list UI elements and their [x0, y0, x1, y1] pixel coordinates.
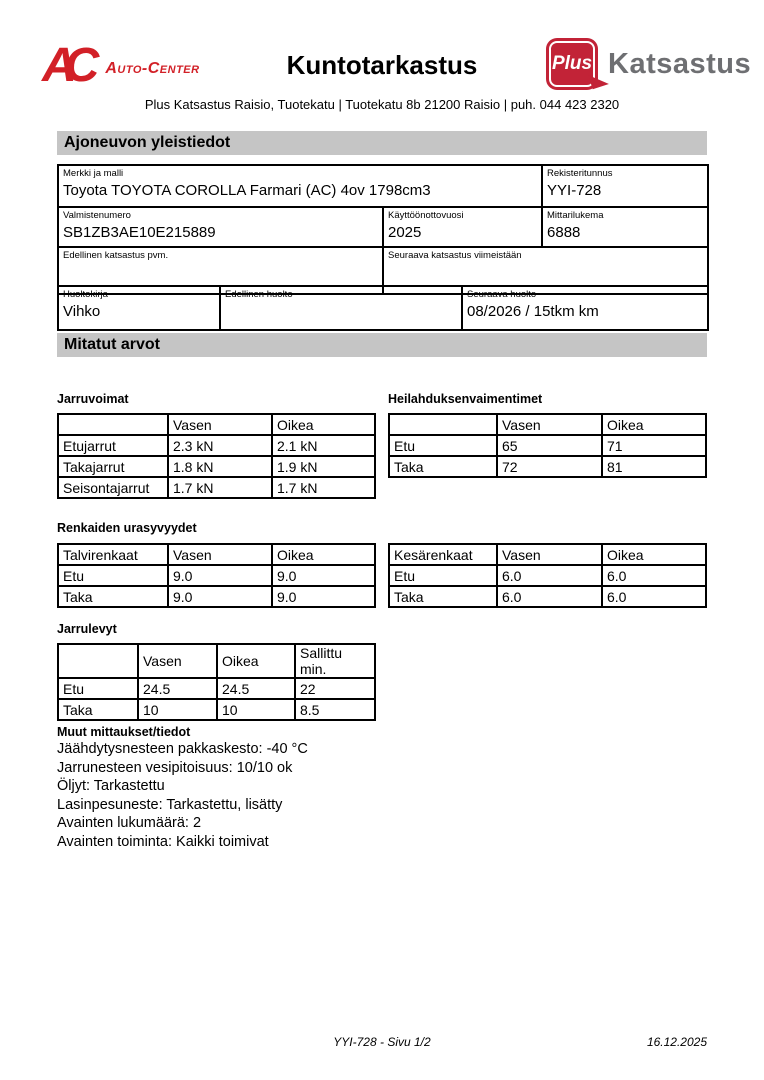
- table-row: [58, 544, 375, 565]
- table-cell: 6.0: [497, 565, 602, 586]
- brake-discs: [57, 643, 376, 721]
- table-cell: 6.0: [497, 586, 602, 607]
- auto-center-logo-label: Auto-Center: [105, 59, 200, 77]
- field-label: Edellinen huolto: [225, 289, 293, 300]
- table-cell: Etu: [389, 435, 497, 456]
- table-row: [58, 565, 375, 586]
- table-cell: 2.1 kN: [272, 435, 375, 456]
- table-header-cell: Talvirenkaat: [58, 544, 168, 565]
- table-cell: 10: [217, 699, 295, 720]
- table-header-cell: Oikea: [602, 544, 706, 565]
- tire-tread-depths-title: Renkaiden urasyvyydet: [57, 521, 197, 535]
- table-row: [389, 456, 706, 477]
- field-label: Valmistenumero: [63, 210, 131, 221]
- table-cell: Taka: [58, 699, 138, 720]
- field-value: Vihko: [63, 303, 101, 320]
- field-label: Käyttöönottovuosi: [388, 210, 464, 221]
- vehicle-info-table: [57, 164, 709, 295]
- table-cell: 1.9 kN: [272, 456, 375, 477]
- field-label: Rekisteritunnus: [547, 168, 613, 179]
- table-cell: 2.3 kN: [168, 435, 272, 456]
- table-cell: Etu: [58, 565, 168, 586]
- brake-discs-title: Jarrulevyt: [57, 622, 117, 636]
- field-huoltokirja: [58, 286, 220, 330]
- table-cell: 81: [602, 456, 706, 477]
- table-cell: 6.0: [602, 565, 706, 586]
- table-cell: 8.5: [295, 699, 375, 720]
- table-cell: Seisontajarrut: [58, 477, 168, 498]
- table-row: [58, 678, 375, 699]
- field-label: Edellinen katsastus pvm.: [63, 250, 169, 261]
- table-row: [58, 286, 708, 330]
- table-cell: Taka: [389, 586, 497, 607]
- auto-center-logo-icon: AC: [42, 39, 88, 92]
- brake-discs-table: [57, 643, 376, 721]
- table-row: [58, 207, 708, 247]
- brake-forces-title: Jarruvoimat: [57, 392, 129, 406]
- table-cell: 1.8 kN: [168, 456, 272, 477]
- plus-bubble-label: Plus: [549, 41, 595, 87]
- field-merkki-ja-malli: [58, 165, 542, 207]
- table-cell: 10: [138, 699, 217, 720]
- table-row: [389, 544, 706, 565]
- table-row: [58, 644, 375, 678]
- field-value: SB1ZB3AE10E215889: [63, 224, 216, 241]
- table-header-cell: Sallittu min.: [295, 644, 375, 678]
- table-cell: Etu: [58, 678, 138, 699]
- table-cell: 9.0: [272, 586, 375, 607]
- table-row: [58, 456, 375, 477]
- field-value: 2025: [388, 224, 422, 241]
- table-header-cell: Vasen: [138, 644, 217, 678]
- field-label: Mittarilukema: [547, 210, 604, 221]
- field-label: Seuraava huolto: [467, 289, 537, 300]
- report-header: [0, 0, 764, 100]
- katsastus-logo-label: Katsastus: [608, 47, 752, 80]
- table-row: [58, 414, 375, 435]
- measurement-line: Jäähdytysnesteen pakkaskesto: -40 °C: [57, 741, 308, 757]
- table-cell: 71: [602, 435, 706, 456]
- brake-forces-table: [57, 413, 376, 499]
- table-cell: Etu: [389, 565, 497, 586]
- table-cell: 1.7 kN: [272, 477, 375, 498]
- field-value: Toyota TOYOTA COROLLA Farmari (AC) 4ov 1798cm3: [63, 182, 431, 199]
- table-cell: 22: [295, 678, 375, 699]
- table-row: [389, 414, 706, 435]
- section-header-vehicle-info: Ajoneuvon yleistiedot: [57, 131, 707, 155]
- summer-tires: [388, 543, 707, 608]
- field-value: 6888: [547, 224, 581, 241]
- plus-bubble-icon: [546, 38, 598, 90]
- station-address: Plus Katsastus Raisio, Tuotekatu | Tuotekatu 8b 21200 Raisio | puh. 044 423 2320: [144, 97, 620, 112]
- measurement-line: Avainten lukumäärä: 2: [57, 815, 202, 832]
- table-cell: 9.0: [168, 586, 272, 607]
- winter-tires-table: [57, 543, 376, 608]
- table-header-cell: Oikea: [602, 414, 706, 435]
- table-cell: 9.0: [272, 565, 375, 586]
- table-cell: 1.7 kN: [168, 477, 272, 498]
- table-cell: Etujarrut: [58, 435, 168, 456]
- field-value: 08/2026 / 15tkm km: [467, 303, 599, 320]
- table-cell: Taka: [58, 586, 168, 607]
- service-info-table: [57, 285, 709, 331]
- shock-absorbers-title: Heilahduksenvaimentimet: [388, 392, 543, 406]
- table-cell: 24.5: [138, 678, 217, 699]
- table-row: [58, 586, 375, 607]
- field-rekisteritunnus: [542, 165, 708, 207]
- table-row: [58, 699, 375, 720]
- table-row: [58, 477, 375, 498]
- field-label: Huoltokirja: [63, 289, 108, 300]
- table-header-cell: Oikea: [272, 544, 375, 565]
- table-cell: 24.5: [217, 678, 295, 699]
- other-measurements-title: Muut mittaukset/tiedot: [57, 725, 191, 739]
- field-valmistenumero: [58, 207, 383, 247]
- table-cell: 65: [497, 435, 602, 456]
- winter-tires: [57, 543, 376, 608]
- plus-katsastus-logo: [546, 38, 751, 90]
- field-edellinen-huolto: [220, 286, 462, 330]
- field-label: Merkki ja malli: [63, 168, 124, 179]
- field-value: YYI-728: [547, 182, 602, 199]
- field-label: Seuraava katsastus viimeistään: [388, 250, 522, 261]
- table-header-cell: Kesärenkaat: [389, 544, 497, 565]
- table-header-cell: Vasen: [168, 414, 272, 435]
- table-header-cell: Vasen: [497, 414, 602, 435]
- table-header-cell: Vasen: [168, 544, 272, 565]
- brake-forces: [57, 413, 376, 499]
- table-row: [58, 435, 375, 456]
- summer-tires-table: [388, 543, 707, 608]
- measurement-line: Avainten toiminta: Kaikki toimivat: [57, 833, 269, 850]
- section-header-measured-values: Mitatut arvot: [57, 333, 707, 357]
- table-cell: 9.0: [168, 565, 272, 586]
- footer-date: 16.12.2025: [646, 1035, 707, 1049]
- footer-page-number: YYI-728 - Sivu 1/2: [333, 1035, 431, 1049]
- table-header-cell: Oikea: [272, 414, 375, 435]
- page-title: Kuntotarkastus: [286, 50, 478, 80]
- measurement-line: Öljyt: Tarkastettu: [57, 778, 165, 795]
- other-measurements-list: [57, 740, 557, 852]
- measurement-line: Lasinpesuneste: Tarkastettu, lisätty: [57, 796, 283, 813]
- table-row: [389, 435, 706, 456]
- table-header-cell: Oikea: [217, 644, 295, 678]
- table-header-cell: [58, 644, 138, 678]
- field-mittarilukema: [542, 207, 708, 247]
- plus-bubble-tail: [588, 70, 609, 90]
- field-kayttoonottovuosi: [383, 207, 542, 247]
- table-cell: Taka: [389, 456, 497, 477]
- measurement-line: Jarrunesteen vesipitoisuus: 10/10 ok: [57, 759, 293, 776]
- shock-absorbers-table: [388, 413, 707, 478]
- table-cell: Takajarrut: [58, 456, 168, 477]
- shock-absorbers: [388, 413, 707, 478]
- table-cell: 72: [497, 456, 602, 477]
- table-header-cell: Vasen: [497, 544, 602, 565]
- table-header-cell: [389, 414, 497, 435]
- table-row: [389, 565, 706, 586]
- table-cell: 6.0: [602, 586, 706, 607]
- table-row: [58, 165, 708, 207]
- table-header-cell: [58, 414, 168, 435]
- field-seuraava-huolto: [462, 286, 708, 330]
- table-row: [389, 586, 706, 607]
